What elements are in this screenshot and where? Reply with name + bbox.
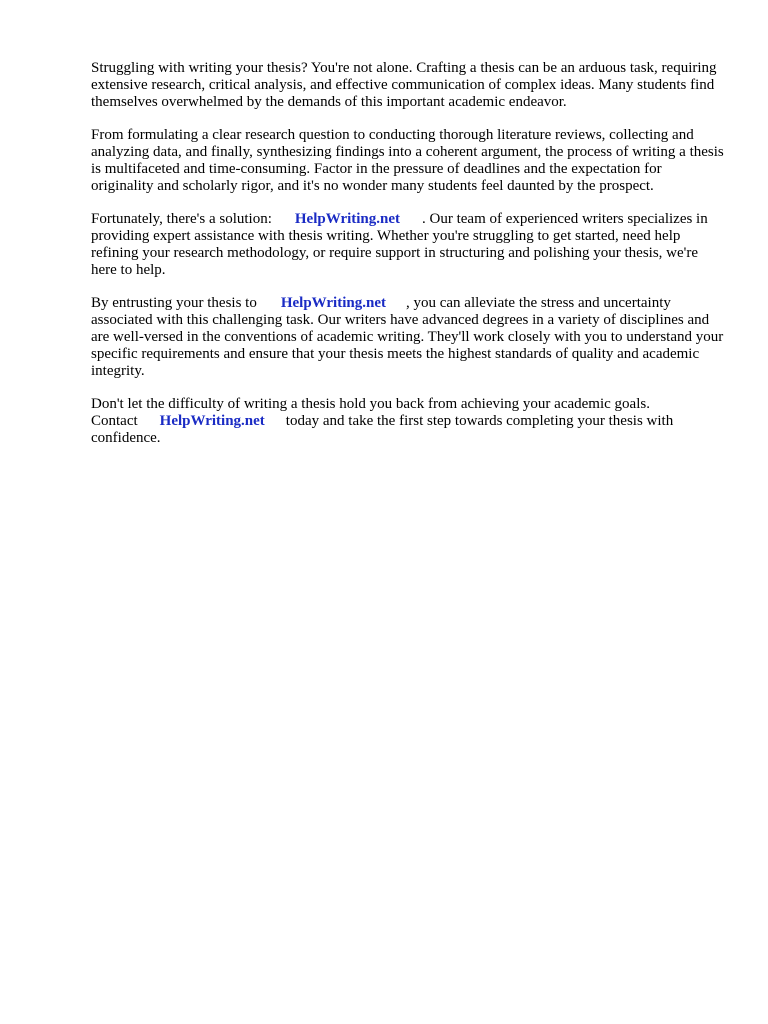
helpwriting-link-2[interactable]: HelpWriting.net [280,295,386,311]
paragraph-solution [91,211,727,279]
paragraph-contact-text-before: Don't let the difficulty of writing a thesis hold you back from achieving your academic goals. Contact [91,396,650,429]
paragraph-entrusting-text-after: , you can alleviate the stress and uncertainty associated with this challenging task. Our writers have advanced degrees in a variety of disciplines and are well-versed in the conventions of academic writing. They'll work closely with you to understand your specific requirements and ensure that your thesis meets the highest standards of quality and academic integrity. [91,295,724,379]
paragraph-entrusting-text-before: By entrusting your thesis to [91,295,257,311]
paragraph-contact [91,396,727,447]
helpwriting-link-3[interactable]: HelpWriting.net [159,413,265,429]
paragraph-entrusting [91,295,727,380]
paragraph-process-text: From formulating a clear research question to conducting thorough literature reviews, collecting and analyzing data, and finally, synthesizing findings into a coherent argument, the process of writing a thesis is multifaceted and time-consuming. Factor in the pressure of deadlines and the expectation for originality and scholarly rigor, and it's no wonder many students feel daunted by the prospect. [91,127,724,194]
helpwriting-link-1[interactable]: HelpWriting.net [294,211,401,227]
document-body [91,60,727,463]
paragraph-solution-text-after: . Our team of experienced writers specializes in providing expert assistance with thesis writing. Whether you're struggling to get started, need help refining your research methodology, or require support in structuring and polishing your thesis, we're here to help. [91,211,708,278]
paragraph-intro [91,60,727,111]
paragraph-contact-text-after: today and take the first step towards completing your thesis with confidence. [91,413,674,446]
paragraph-solution-text-before: Fortunately, there's a solution: [91,211,272,227]
paragraph-process [91,127,727,195]
paragraph-intro-text: Struggling with writing your thesis? You're not alone. Crafting a thesis can be an arduous task, requiring extensive research, critical analysis, and effective communication of complex ideas. Many students find themselves overwhelmed by the demands of this important academic endeavor. [91,60,717,110]
